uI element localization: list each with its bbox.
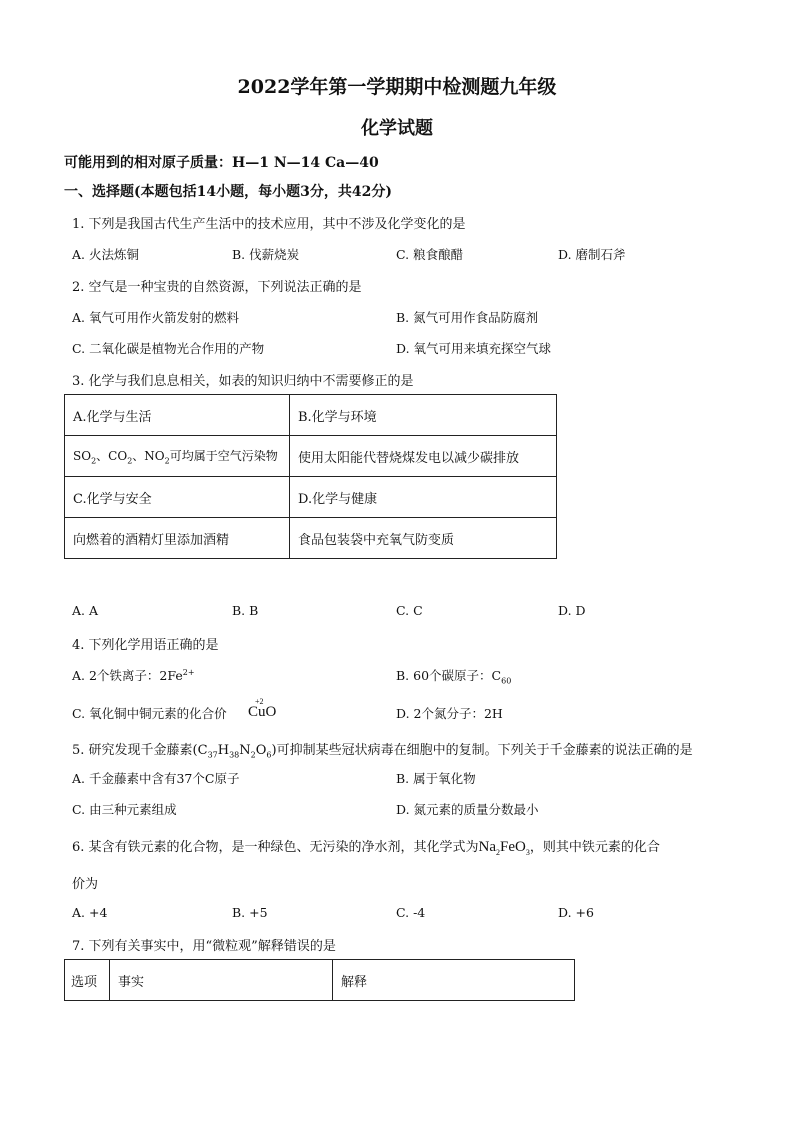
question-4-stem: 4. 下列化学用语正确的是 [72, 638, 219, 653]
question-5-stem: 5. 研究发现千金藤素$(C_{37}H_{38}N_2O_6)$可抑制某些冠状病毒在细胞中的复制。下列关于千金藤素的说法正确的是 [72, 743, 693, 760]
question-6-stem: 6. 某含有铁元素的化合物，是一种绿色、无污染的净水剂，其化学式为$Na_2FeO_3$，则其中铁元素的化合 [72, 839, 660, 857]
q4-option-c: C. 氧化铜中铜元素的化合价 [72, 706, 227, 721]
q6-option-c: C. -4 [396, 905, 426, 920]
q7-header-explanation: 解释 [333, 960, 575, 1001]
q7-header-fact: 事实 [110, 960, 333, 1001]
table-cell-c-head: C.化学与安全 [65, 477, 290, 518]
table-cell-b-head: B.化学与环境 [290, 395, 557, 436]
q6-option-a: A. +4 [72, 905, 108, 920]
oxidation-state-label: +2 [255, 697, 264, 706]
q3-option-b: B. B [232, 603, 259, 618]
table-cell-d-head: D.化学与健康 [290, 477, 557, 518]
q4-option-a: A. 2个铁离子：$2Fe^{2+}$ [72, 667, 195, 683]
question-6-stem-cont: 价为 [72, 877, 99, 892]
question-7-stem: 7. 下列有关事实中，用“微粒观”解释错误的是 [72, 939, 336, 954]
q5-option-a: A. 千金藤素中含有37个C原子 [72, 771, 240, 786]
question-2-stem: 2. 空气是一种宝贵的自然资源，下列说法正确的是 [72, 280, 362, 295]
q6-option-d: D. +6 [558, 905, 594, 920]
table-cell-a-body: $SO_2$、$CO_2$、$NO_2$可均属于空气污染物 [65, 436, 290, 477]
q5-option-c: C. 由三种元素组成 [72, 802, 177, 817]
q1-option-d: D. 磨制石斧 [558, 247, 626, 262]
atomic-mass-line: 可能用到的相对原子质量：H—1 N—14 Ca—40 [64, 155, 379, 171]
q3-option-a: A. A [72, 603, 99, 618]
q5-option-d: D. 氮元素的质量分数最小 [396, 802, 539, 817]
q7-header-option: 选项 [65, 960, 110, 1001]
q3-knowledge-table [64, 394, 557, 559]
q5-option-b: B. 属于氧化物 [396, 771, 476, 786]
q3-option-c: C. C [396, 603, 423, 618]
q1-option-c: C. 粮食酿醋 [396, 247, 464, 262]
table-cell-d-body: 食品包装袋中充氧气防变质 [290, 518, 557, 559]
q7-table [64, 959, 575, 1001]
q6-option-b: B. +5 [232, 905, 268, 920]
q3-option-d: D. D [558, 603, 586, 618]
question-3-stem: 3. 化学与我们息息相关，如表的知识归纳中不需要修正的是 [72, 374, 414, 389]
cuo-formula: CuO [248, 704, 277, 720]
q1-option-a: A. 火法炼铜 [72, 247, 139, 262]
question-1-stem: 1. 下列是我国古代生产生活中的技术应用，其中不涉及化学变化的是 [72, 217, 466, 232]
q2-option-b: B. 氮气可用作食品防腐剂 [396, 310, 539, 325]
section-heading: 一、选择题(本题包括14小题，每小题3分，共42分) [64, 184, 392, 200]
table-cell-a-head: A.化学与生活 [65, 395, 290, 436]
q4-option-d: D. 2个氮分子：2H [396, 706, 503, 721]
q2-option-c: C. 二氧化碳是植物光合作用的产物 [72, 341, 265, 356]
table-cell-c-body: 向燃着的酒精灯里添加酒精 [65, 518, 290, 559]
q2-option-a: A. 氧气可用作火箭发射的燃料 [72, 310, 239, 325]
page-title: 2022学年第一学期期中检测题九年级 [237, 76, 557, 98]
q1-option-b: B. 伐薪烧炭 [232, 247, 300, 262]
q4-option-b: B. 60个碳原子：$C_{60}$ [396, 668, 512, 686]
page-subtitle: 化学试题 [361, 118, 433, 139]
table-cell-b-body: 使用太阳能代替烧煤发电以减少碳排放 [290, 436, 557, 477]
q2-option-d: D. 氧气可用来填充探空气球 [396, 341, 552, 356]
